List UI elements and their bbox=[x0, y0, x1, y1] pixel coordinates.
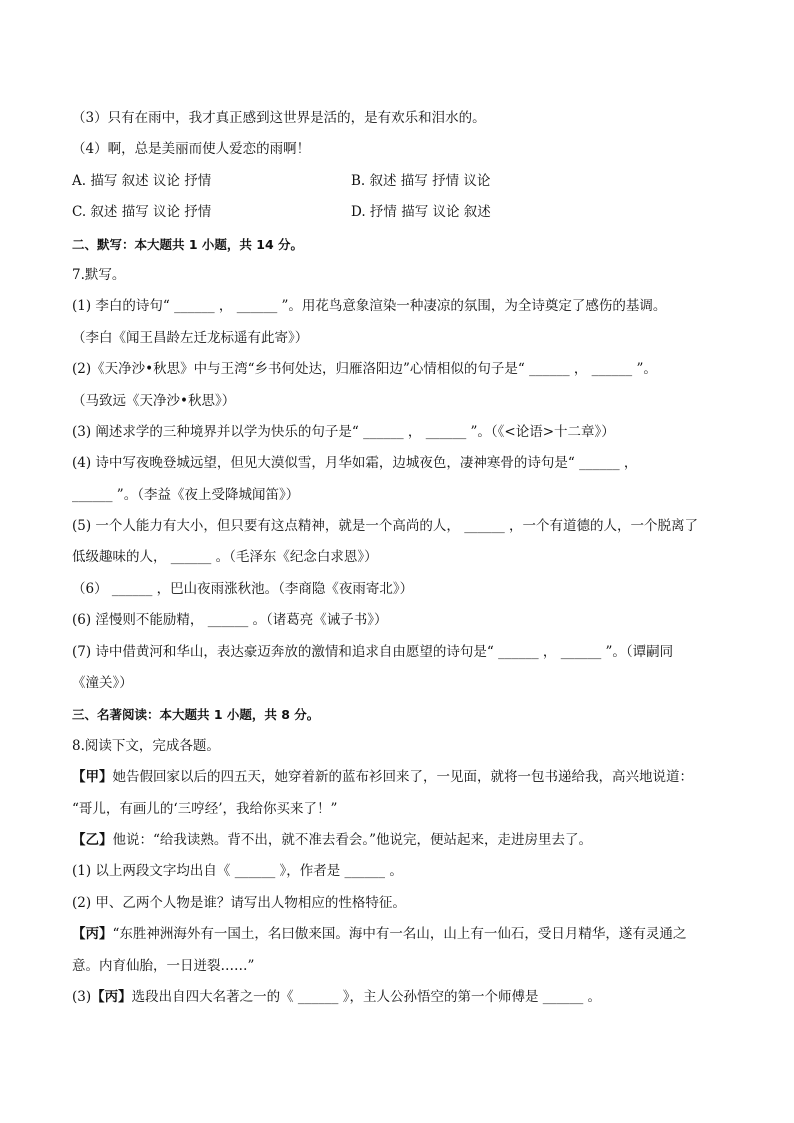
option-c: C. 叙述 描写 议论 抒情 bbox=[72, 204, 212, 221]
text-line: （李白《闻王昌龄左迁龙标遥有此寄》） bbox=[72, 329, 309, 346]
passage-tag: 【丙】 bbox=[91, 988, 132, 1005]
text-line: (3) 阐述求学的三种境界并以学为快乐的句子是“ ______ ， ______ ”。（《<论语>十二章》） bbox=[72, 423, 615, 440]
passage-bing bbox=[72, 919, 722, 950]
text-line: （6） ______ ，巴山夜雨涨秋池。（李商隐《夜雨寄北》） bbox=[72, 580, 414, 597]
sub-question bbox=[72, 982, 722, 1013]
section-heading: 三、名著阅读：本大题共 1 小题，共 8 分。 bbox=[72, 707, 320, 723]
options-row bbox=[72, 197, 722, 228]
passage-tag: 【丙】 bbox=[72, 926, 113, 943]
passage-text: 他说：“给我读熟。背不出，就不准去看会。”他说完，便站起来，走进房里去了。 bbox=[112, 831, 593, 848]
text-line: (4) 诗中写夜晚登城远望，但见大漠似雪，月华如霜，边城夜色，凄神寒骨的诗句是“ ______ ， bbox=[72, 455, 638, 472]
text-line: (1) 李白的诗句“ ______ ， ______ ”。用花鸟意象渲染一种凄凉的氛围，为全诗奠定了感伤的基调。 bbox=[72, 298, 667, 315]
passage-tag: 【乙】 bbox=[72, 831, 113, 848]
passage-yi bbox=[72, 825, 722, 856]
question-title: 8.阅读下文，完成各题。 bbox=[72, 737, 220, 754]
text-line: (7) 诗中借黄河和华山，表达豪迈奔放的激情和追求自由愿望的诗句是“ ______ ， ______ ”。（谭嗣同 bbox=[72, 643, 674, 660]
text-line: （马致远《天净沙•秋思》） bbox=[72, 392, 236, 409]
text-line: (1) 以上两段文字均出自《 ______ 》，作者是 ______ 。 bbox=[72, 863, 403, 880]
text-line: (5) 一个人能力有大小，但只要有这点精神，就是一个高尚的人， ______ ，一个有道德的人，一个脱离了 bbox=[72, 518, 698, 535]
sub-question-number: (3) bbox=[72, 988, 92, 1005]
option-d: D. 抒情 描写 议论 叙述 bbox=[351, 204, 491, 221]
text-line: (2) 甲、乙两个人物是谁？请写出人物相应的性格特征。 bbox=[72, 894, 406, 911]
question-title: 7.默写。 bbox=[72, 266, 126, 283]
options-row bbox=[72, 166, 722, 197]
option-b: B. 叙述 描写 抒情 议论 bbox=[351, 172, 491, 189]
passage-text: 她告假回家以后的四五天，她穿着新的蓝布衫回来了，一见面，就将一包书递给我，高兴地说道： bbox=[112, 769, 693, 786]
option-a: A. 描写 叙述 议论 抒情 bbox=[72, 172, 212, 189]
passage-jia bbox=[72, 762, 722, 793]
passage-text: “东胜神洲海外有一国土，名曰傲来国。海中有一名山，山上有一仙石，受日月精华，遂有灵通之 bbox=[112, 926, 687, 943]
text-line: (2)《天净沙•秋思》中与王湾“乡书何处达，归雁洛阳边”心情相似的句子是“ ______ ， ______ ”。 bbox=[72, 361, 657, 378]
text-line: 《潼关》） bbox=[72, 675, 133, 692]
document-page bbox=[72, 103, 722, 1013]
text-line: (6) 淫慢则不能励精， ______ 。（诸葛亮《诫子书》） bbox=[72, 612, 388, 629]
passage-tag: 【甲】 bbox=[72, 769, 113, 786]
text-line: 意。内育仙胎，一日迸裂……” bbox=[72, 957, 255, 974]
text-line: （4）啊，总是美丽而使人爱恋的雨啊！ bbox=[72, 141, 311, 158]
text-line: （3）只有在雨中，我才真正感到这世界是活的，是有欢乐和泪水的。 bbox=[72, 110, 486, 126]
text-line: 低级趣味的人， ______ 。（毛泽东《纪念白求恩》） bbox=[72, 549, 378, 566]
text-line: “哥儿，有画儿的‘三哼经’，我给你买来了！” bbox=[72, 800, 338, 817]
section-heading: 二、默写：本大题共 1 小题，共 14 分。 bbox=[72, 236, 304, 252]
text-line: ______ ”。（李益《夜上受降城闻笛》） bbox=[72, 486, 300, 503]
sub-question-text: 选段出自四大名著之一的《 ______ 》，主人公孙悟空的第一个师傅是 ______ 。 bbox=[131, 988, 602, 1005]
